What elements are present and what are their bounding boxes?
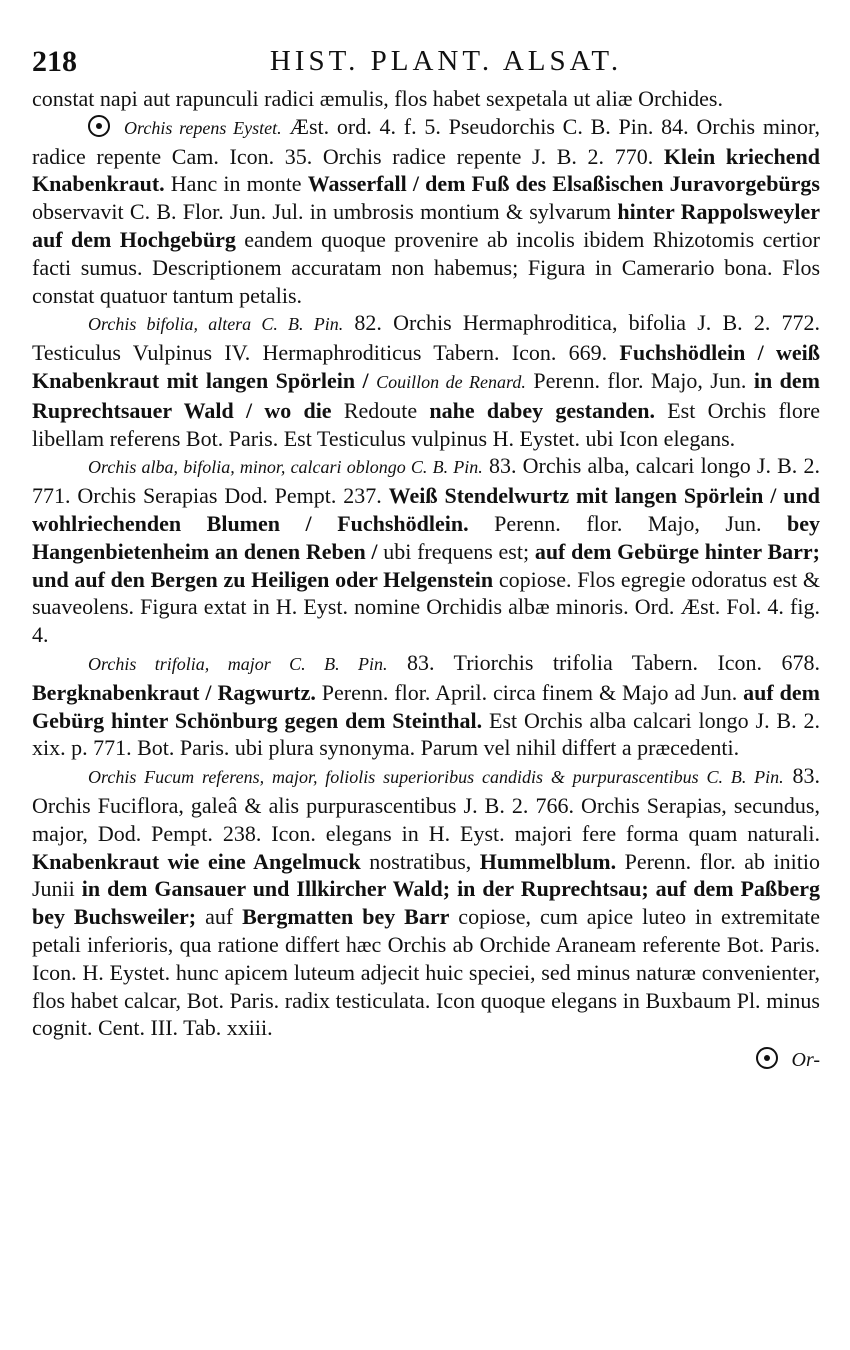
vernacular-name: bey Hangenbietenheim an denen Reben /: [32, 510, 820, 564]
entry-text: [32, 114, 820, 308]
vernacular-name: in dem Gansauer und Illkircher Wald; in der Ruprechtsau; auf dem Paßberg bey Buchsweiler;: [32, 876, 820, 930]
entry-text: [32, 310, 820, 450]
latin-name: Couillon de Renard.: [376, 371, 526, 392]
text-run: ubi frequens est;: [377, 538, 535, 564]
text-run: copiose, cum apice luteo in extremitate petali inferioris, qua ratione differt hæc Orchis ab Orchide Araneam referente Bot. Paris. Icon. H. Eystet. hunc apicem luteum adjecit huic speciei, sed minus naturæ convenienter, flos habet calcar, Bot. Paris. radix testiculata. Icon quoque elegans in Buxbaum Pl. minus cognit. Cent. III. Tab. xxiii.: [32, 904, 821, 1041]
page-body: [32, 85, 820, 1042]
latin-name: Orchis Fucum referens, major, foliolis superioribus candidis & purpurascentibus C. B. Pin.: [88, 767, 784, 788]
running-title: HIST. PLANT. ALSAT.: [269, 45, 623, 77]
latin-name: Orchis repens Eystet.: [124, 117, 282, 138]
text-run: 82. Orchis Hermaphroditica, bifolia J. B. 2. 772. Testiculus Vulpinus IV. Hermaphroditicus Tabern. Icon. 669.: [32, 310, 820, 366]
vernacular-name: Wasserfall / dem Fuß des Elsaßischen Juravorgebürgs: [307, 171, 820, 197]
text-run: 83. Orchis Fuciflora, galeâ & alis purpurascentibus J. B. 2. 766. Orchis Serapias, secundus, major, Dod. Pempt. 238. Icon. elegans in H. Eyst. majori fere forma quam naturali.: [32, 763, 820, 846]
vernacular-name: hinter Rappolsweyler auf dem Hochgebürg: [32, 199, 820, 252]
latin-name: Orchis trifolia, major C. B. Pin.: [88, 653, 388, 674]
perennial-symbol-icon: [756, 1047, 778, 1069]
text-run: observavit C. B. Flor. Jun. Jul. in umbrosis montium & sylvarum: [32, 199, 618, 225]
text-run: nostratibus,: [360, 848, 480, 874]
text-run: Perenn. flor. ab initio Junii: [32, 848, 820, 902]
vernacular-name: Knabenkraut wie eine Angelmuck: [32, 848, 361, 874]
vernacular-name: auf dem Gebürg hinter Schönburg gegen dem Steinthal.: [32, 679, 821, 733]
latin-name: Orchis bifolia, altera C. B. Pin.: [88, 314, 344, 335]
text-run: Perenn. flor. April. circa finem & Majo ad Jun.: [315, 679, 744, 705]
catchword-line: [32, 1046, 820, 1072]
entry-orchis-trifolia: [32, 649, 820, 762]
entry-orchis-bifolia: [32, 309, 820, 452]
text-run: 83. Triorchis trifolia Tabern. Icon. 678.: [387, 649, 821, 675]
vernacular-name: in dem Ruprechtsauer Wald / wo die: [32, 367, 820, 423]
entry-text: [32, 650, 820, 760]
text-run: Est Orchis flore libellam referens Bot. Paris. Est Testiculus vulpinus H. Eystet. ubi Icon elegans.: [32, 397, 821, 451]
text-run: eandem quoque provenire ab incolis ibidem Rhizotomis certior facti sumus. Descriptionem accuratam non habemus; Figura in Camerario bona. Flos constat quatuor tantum petalis.: [32, 226, 820, 308]
text-run: Perenn. flor. Majo, Jun.: [468, 510, 787, 536]
vernacular-name: Weiß Stendelwurtz mit langen Spörlein / und wohlriechenden Blumen / Fuchshödlein.: [32, 483, 820, 536]
text-run: Æst. ord. 4. f. 5. Pseudorchis C. B. Pin. 84. Orchis minor, radice repente Cam. Icon. 35. Orchis radice repente J. B. 2. 770.: [32, 113, 820, 169]
vernacular-name: Bergknabenkraut / Ragwurtz.: [32, 679, 316, 705]
text-run: Hanc in monte: [164, 171, 308, 197]
text-run: Est Orchis alba calcari longo J. B. 2. xix. p. 771. Bot. Paris. ubi plura synonyma. Parum vel nihil differt a præcedenti.: [32, 707, 820, 761]
entry-text: [32, 453, 820, 647]
vernacular-name: auf dem Gebürge hinter Barr; und auf den Bergen zu Heiligen oder Helgenstein: [32, 538, 820, 592]
entry-orchis-fucum: [32, 762, 820, 1042]
vernacular-name: Klein kriechend Knabenkraut.: [32, 143, 820, 197]
entry-orchis-alba: [32, 452, 820, 649]
page-header: [32, 45, 820, 85]
text-run: copiose. Flos egregie odoratus est & suaveolens. Figura extat in H. Eyst. nomine Orchidis albæ minoris. Ord. Æst. Fol. 4. fig. 4.: [32, 566, 820, 648]
continuation-paragraph: constat napi aut rapunculi radici æmulis, flos habet sexpetala ut aliæ Orchides.: [32, 86, 723, 111]
catchword: Or-: [791, 1049, 820, 1072]
text-run: auf: [196, 904, 243, 930]
vernacular-name: Bergmatten bey Barr: [242, 904, 450, 930]
text-run: Redoute: [331, 397, 430, 423]
entry-orchis-repens: [32, 113, 820, 310]
text-run: Perenn. flor. Majo, Jun.: [525, 367, 754, 393]
vernacular-name: nahe dabey gestanden.: [429, 397, 655, 423]
vernacular-name: Fuchshödlein / weiß Knabenkraut mit langen Spörlein /: [32, 340, 820, 393]
page-number: 218: [32, 45, 77, 78]
entry-text: [32, 763, 820, 1040]
vernacular-name: Hummelblum.: [479, 848, 617, 874]
text-run: 83. Orchis alba, calcari longo J. B. 2. 771. Orchis Serapias Dod. Pempt. 237.: [32, 453, 820, 509]
perennial-symbol-icon: [88, 115, 110, 137]
latin-name: Orchis alba, bifolia, minor, calcari oblongo C. B. Pin.: [88, 457, 483, 478]
